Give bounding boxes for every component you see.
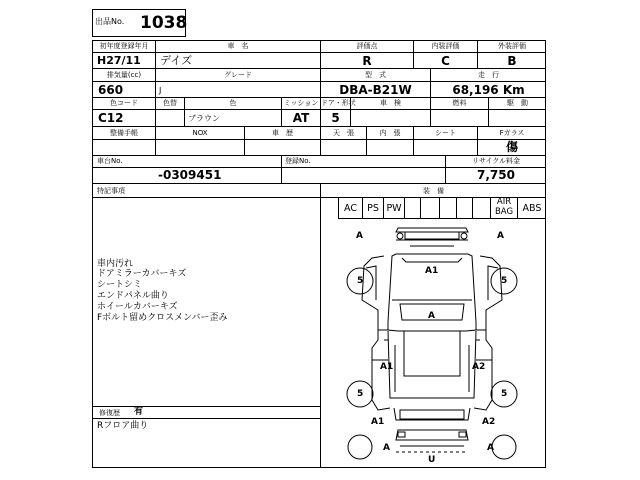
- mark-quarter-left: A1: [371, 417, 385, 427]
- history-label: 車 歴: [272, 129, 293, 137]
- model-code: DBA-B21W: [339, 83, 412, 97]
- front-bumper-outline: [396, 228, 468, 246]
- vehicle-inspection-label: 車 検: [380, 99, 401, 107]
- seat-label: シート: [435, 129, 456, 137]
- registration-label: 登録No.: [285, 157, 311, 165]
- note-line: シートシミ: [97, 280, 143, 290]
- drive-label: 駆 動: [507, 99, 528, 107]
- mark-quarter-right: A2: [482, 417, 496, 427]
- mark-top-left: A: [356, 231, 363, 241]
- repair-history-value: 有: [134, 407, 144, 417]
- car-name: デイズ: [160, 54, 193, 67]
- exterior-value: B: [507, 54, 517, 68]
- note-line: エンドパネル曲り: [97, 291, 169, 301]
- grid-line: [92, 197, 546, 198]
- mission-value: AT: [292, 111, 310, 125]
- note-line: 車内汚れ: [97, 259, 134, 269]
- grade-value: J: [159, 86, 162, 95]
- grid-line: [404, 197, 405, 218]
- spare-tire-left-icon: [348, 435, 372, 459]
- mark-tire-rear-right: 5: [501, 389, 508, 399]
- grid-line: [92, 406, 320, 407]
- maintenance-label: 整備手帳: [110, 129, 138, 137]
- equipment-ac: AC: [344, 203, 357, 214]
- grid-line: [92, 97, 546, 98]
- mark-door-rear-left: A1: [380, 362, 394, 372]
- equipment-label: 装 備: [423, 187, 444, 195]
- grid-line: [281, 155, 282, 183]
- inner-panel-label: 内 張: [379, 129, 401, 137]
- grid-line: [92, 81, 546, 82]
- car-damage-diagram: [321, 219, 546, 468]
- color-code-label: 色コード: [110, 99, 138, 107]
- doors-value: 5: [331, 111, 340, 125]
- mark-tire-front-left: 5: [357, 276, 364, 286]
- equipment-airbag: [491, 198, 517, 217]
- mileage-label: 走 行: [478, 71, 499, 79]
- front-glass-value: 傷: [505, 140, 518, 154]
- note-line: ホイールカバーキズ: [97, 302, 178, 312]
- grid-line: [420, 197, 421, 218]
- grade-label: グレード: [224, 71, 252, 79]
- note-line: ドアミラーカバーキズ: [97, 269, 187, 279]
- mark-top-right: A: [497, 231, 504, 241]
- rear-outline: [384, 340, 480, 452]
- exterior-label: 外装評価: [498, 42, 526, 50]
- grid-line: [92, 155, 546, 156]
- doors-label: ドア・形状: [321, 99, 356, 107]
- mark-door-rear-right: A2: [472, 362, 486, 372]
- ceiling-label: 天 張: [333, 129, 354, 137]
- score-label: 評価点: [356, 42, 378, 50]
- lot-number: 1038: [140, 13, 188, 33]
- mission-label: ミッション: [283, 99, 319, 107]
- right-side-outline: [474, 256, 502, 410]
- mark-underbody: U: [428, 455, 436, 465]
- first-registration: H27/11: [97, 54, 141, 67]
- chassis-number: -0309451: [158, 168, 222, 182]
- spare-tire-right-icon: [492, 435, 516, 459]
- interior-label: 内装評価: [431, 42, 460, 50]
- nox-label: NOX: [192, 129, 208, 137]
- repair-line: Rフロア曲り: [97, 421, 149, 431]
- grid-line: [92, 109, 546, 110]
- mark-tire-front-right: 5: [501, 276, 508, 286]
- left-side-outline: [362, 256, 390, 410]
- cc-label: 排気量(cc): [106, 71, 142, 79]
- equipment-abs: ABS: [522, 203, 542, 214]
- recycle-label: リサイクル料金: [471, 157, 521, 165]
- mark-bumper-right: A: [487, 443, 494, 453]
- name-label: 車 名: [227, 42, 249, 50]
- color-code-value: C12: [98, 111, 124, 125]
- grid-line: [92, 183, 546, 184]
- grid-line: [439, 197, 440, 218]
- mileage-value: 68,196 Km: [452, 83, 525, 97]
- notes-label: 特記事項: [97, 187, 125, 195]
- color-change-label: 色替: [163, 99, 177, 107]
- note-line: Fボルト留めクロスメンバー歪み: [97, 313, 228, 323]
- grid-line: [472, 197, 473, 218]
- equipment-ps: PS: [367, 203, 379, 214]
- mark-roof: A: [428, 311, 435, 321]
- recycle-fee: 7,750: [477, 168, 515, 182]
- engine-cc: 660: [98, 83, 124, 97]
- lot-number-label: 出品No.: [95, 17, 125, 26]
- mark-bumper-left: A: [383, 443, 390, 453]
- mark-hood: A1: [425, 266, 439, 276]
- color-value: ブラウン: [188, 114, 220, 123]
- interior-value: C: [441, 54, 450, 68]
- model-label: 型 式: [365, 71, 386, 79]
- mark-tire-rear-left: 5: [357, 389, 364, 399]
- repair-history-label: 修復歴: [99, 409, 120, 417]
- grid-line: [456, 197, 457, 218]
- year-label: 初年度登録年月: [99, 42, 149, 50]
- score-value: R: [362, 54, 372, 68]
- grid-line: [92, 418, 320, 419]
- grid-line: [92, 68, 546, 69]
- fuel-label: 燃料: [452, 99, 467, 107]
- equipment-airbag-text: AIR BAG: [494, 197, 514, 217]
- front-glass-label: Fガラス: [499, 129, 525, 137]
- equipment-pw: PW: [386, 203, 402, 214]
- chassis-label: 車台No.: [97, 157, 123, 165]
- color-label: 色: [229, 99, 237, 107]
